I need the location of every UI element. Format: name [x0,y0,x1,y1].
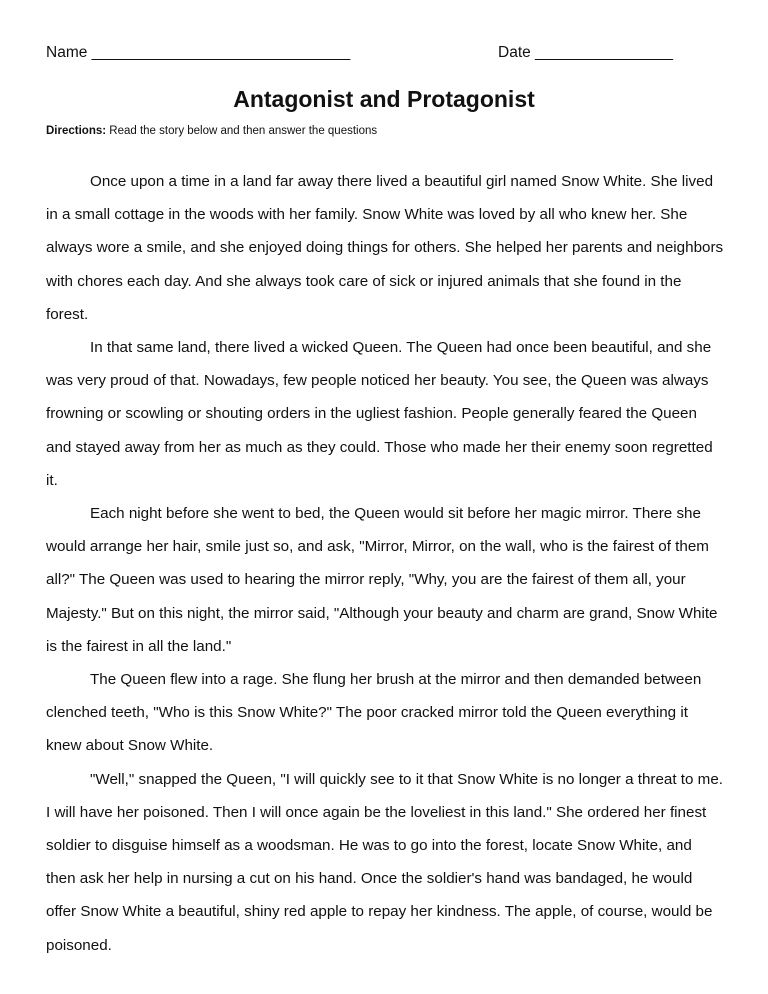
story-text [46,165,724,962]
date-field: Date ________________ [498,44,673,61]
directions-label: Directions: [46,125,107,137]
directions [46,125,377,137]
directions-text: Read the story below and then answer the questions [106,125,378,137]
worksheet-header [46,44,728,70]
name-field: Name ______________________________ [46,44,351,61]
story-paragraph: Each night before she went to bed, the Queen would sit before her magic mirror. There she would arrange her hair, smile just so, and ask, "Mirror, Mirror, on the wall, who is the fairest of them all?" The Queen was used to hearing the mirror reply, "Why, you are the fairest of them all, your Majesty." But on this night, the mirror said, "Although your beauty and charm are grand, Snow White is the fairest in all the land." [46,505,718,655]
story-paragraph: Once upon a time in a land far away there lived a beautiful girl named Snow White. She lived in a small cottage in the woods with her family. Snow White was loved by all who knew her. She always wore a smile, and she enjoyed doing things for others. She helped her parents and neighbors with chores each day. And she always took care of sick or injured animals that she found in the forest. [46,173,724,323]
story-paragraph: "Well," snapped the Queen, "I will quickly see to it that Snow White is no longer a threat to me. I will have her poisoned. Then I will once again be the loveliest in this land." She ordered her finest soldier to disguise himself as a woodsman. He was to go into the forest, locate Snow White, and then ask her help in nursing a cut on his hand. Once the soldier's hand was bandaged, he would offer Snow White a beautiful, shiny red apple to repay her kindness. The apple, of course, would be poisoned. [46,770,723,954]
story-paragraph: In that same land, there lived a wicked Queen. The Queen had once been beautiful, and she was very proud of that. Nowadays, few people noticed her beauty. You see, the Queen was always frowning or scowling or shouting orders in the ugliest fashion. People generally feared the Queen and stayed away from her as much as they could. Those who made her their enemy soon regretted it. [46,339,713,489]
story-paragraph: The Queen flew into a rage. She flung her brush at the mirror and then demanded between clenched teeth, "Who is this Snow White?" The poor cracked mirror told the Queen everything it knew about Snow White. [46,671,702,755]
page-title: Antagonist and Protagonist [233,86,535,112]
